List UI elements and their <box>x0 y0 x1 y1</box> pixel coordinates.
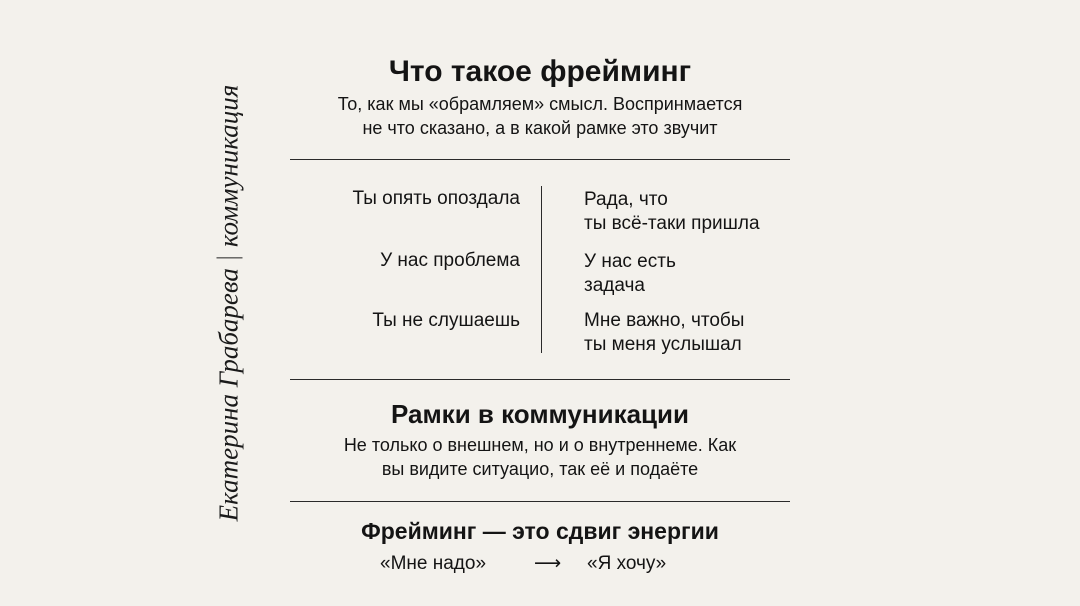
topic-label: коммуникация <box>213 84 244 248</box>
divider-2 <box>290 379 790 380</box>
section2-title: Рамки в коммуникации <box>390 399 690 429</box>
shift-arrow-icon: ⟶ <box>534 553 562 574</box>
section2-line2: вы видите ситуацио, так её и подаёте <box>381 459 699 479</box>
divider-3 <box>290 501 790 502</box>
section1-line2: не что сказано, а в какой рамке это звучит <box>362 118 718 138</box>
section3-title: Фрейминг — это сдвиг энергии <box>361 518 719 544</box>
caption-divider <box>216 257 242 258</box>
divider-1 <box>290 159 790 160</box>
after-phrase-3 <box>584 309 744 357</box>
after-phrase-2 <box>584 250 676 298</box>
after-phrase-2-line2: задача <box>584 275 645 296</box>
section1-title: Что такое фрейминг <box>388 55 692 88</box>
shift-from: «Мне надо» <box>380 553 487 574</box>
section1-line1: То, как мы «обрамляем» смысл. Воспринмается <box>337 94 743 114</box>
before-phrase-2: У нас проблема <box>380 250 520 271</box>
author-name: Екатерина Грабарева <box>213 268 244 522</box>
after-phrase-1 <box>584 188 760 236</box>
sidebar-vertical-caption <box>214 85 245 522</box>
after-phrase-1-line1: Рада, что <box>584 189 668 210</box>
section2-line1: Не только о внешнем, но и о внутреннеме. Как <box>343 435 737 455</box>
after-phrase-2-line1: У нас есть <box>584 251 676 272</box>
after-phrase-1-line2: ты всё-таки пришла <box>584 213 760 234</box>
before-phrase-1: Ты опять опоздала <box>352 188 520 209</box>
before-phrase-3: Ты не слушаешь <box>372 310 520 331</box>
shift-to: «Я хочу» <box>587 553 667 574</box>
comparison-vertical-divider <box>541 186 542 353</box>
after-phrase-3-line1: Мне важно, чтобы <box>584 310 745 331</box>
after-phrase-3-line2: ты меня услышал <box>584 334 742 355</box>
